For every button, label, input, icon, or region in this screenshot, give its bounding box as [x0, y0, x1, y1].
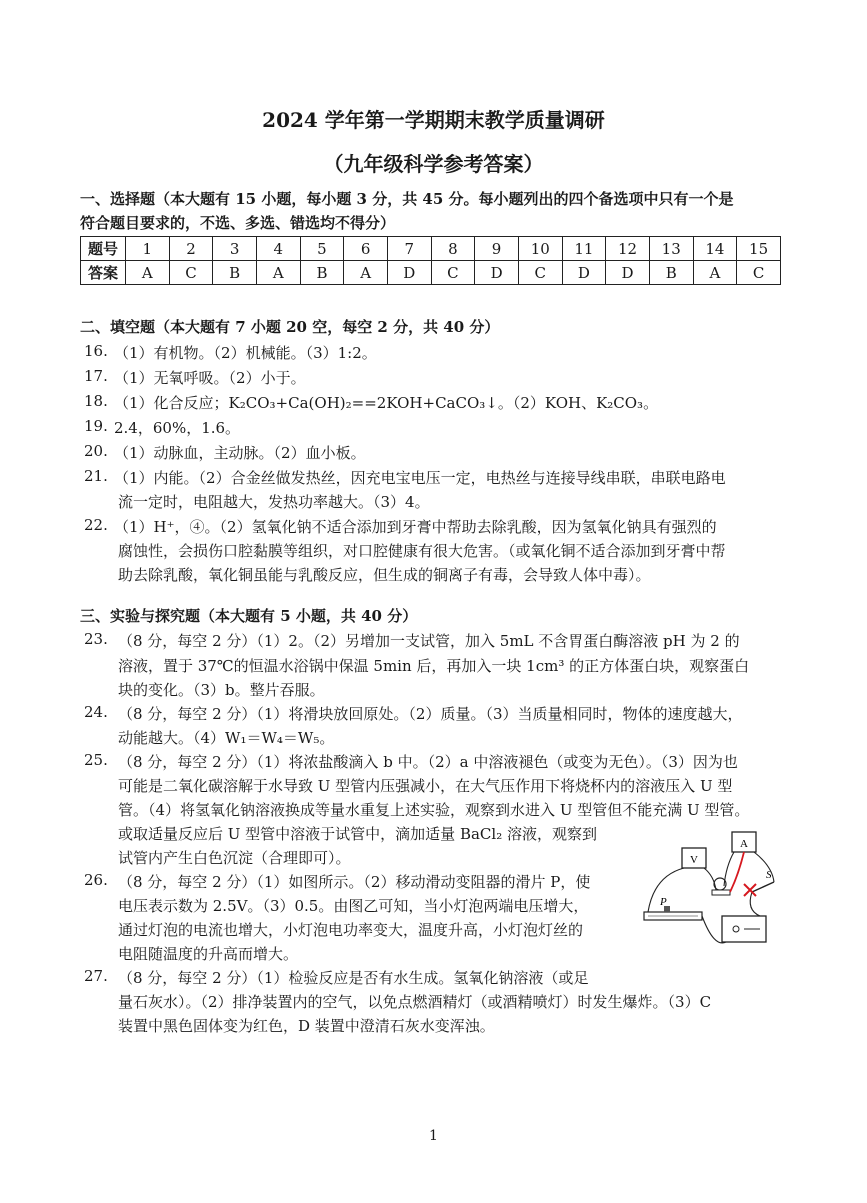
question-number: 24. — [84, 703, 108, 721]
table-cell: 4 — [256, 237, 300, 261]
answer-q22-line1: （1）H⁺，④。（2）氢氧化钠不适合添加到牙膏中帮助去除乳酸，因为氢氧化钠具有强烈的 — [114, 518, 717, 536]
voltmeter-label: V — [690, 854, 698, 866]
slider-label: P — [660, 896, 667, 908]
table-cell: 11 — [562, 237, 606, 261]
table-cell: A — [693, 261, 737, 285]
table-cell: 6 — [344, 237, 388, 261]
added-wire-red — [730, 852, 744, 892]
table-cell: C — [518, 261, 562, 285]
answer-q24-line2: 动能越大。（4）W₁＝W₄＝W₅。 — [118, 729, 335, 747]
answer-q19: 2.4，60%，1.6。 — [114, 419, 241, 437]
table-cell: 12 — [606, 237, 650, 261]
question-number: 23. — [84, 630, 108, 648]
answer-q20: （1）动脉血，主动脉。（2）血小板。 — [114, 444, 366, 462]
table-cell: 15 — [737, 237, 781, 261]
table-header-number: 题号 — [81, 237, 126, 261]
page-subtitle: （九年级科学参考答案） — [323, 152, 544, 176]
table-cell: B — [649, 261, 693, 285]
answer-q25-line2: 可能是二氧化碳溶解于水导致 U 型管内压强减小，在大气压作用下将烧杯内的溶液压入 U 型 — [118, 777, 733, 795]
answer-q26-line4: 电阻随温度的升高而增大。 — [118, 945, 299, 963]
table-cell: C — [169, 261, 213, 285]
table-cell: 14 — [693, 237, 737, 261]
ammeter-label: A — [740, 838, 748, 850]
answer-q25-line4: 或取适量反应后 U 型管中溶液于试管中，滴加适量 BaCl₂ 溶液，观察到 — [118, 825, 597, 843]
answer-q17: （1）无氧呼吸。（2）小于。 — [114, 369, 306, 387]
answer-table — [80, 236, 781, 285]
answer-q24-line1: （8 分，每空 2 分）（1）将滑块放回原处。（2）质量。（3）当质量相同时，物体的速度越大， — [118, 705, 743, 723]
answer-q25-line1: （8 分，每空 2 分）（1）将浓盐酸滴入 b 中。（2）a 中溶液褪色（或变为无色）。（3）因为也 — [118, 753, 738, 771]
answer-q26-line3: 通过灯泡的电流也增大，小灯泡电功率变大，温度升高，小灯泡灯丝的 — [118, 921, 584, 939]
table-cell: C — [431, 261, 475, 285]
table-cell: A — [344, 261, 388, 285]
answer-q21-line1: （1）内能。（2）合金丝做发热丝，因充电宝电压一定，电热丝与连接导线串联，串联电路电 — [114, 469, 726, 487]
answer-q26-line1: （8 分，每空 2 分）（1）如图所示。（2）移动滑动变阻器的滑片 P，使 — [118, 873, 591, 891]
table-cell: D — [475, 261, 519, 285]
question-number: 25. — [84, 751, 108, 769]
table-cell: B — [300, 261, 344, 285]
answer-q26-line2: 电压表示数为 2.5V。（3）0.5。由图乙可知，当小灯泡两端电压增大， — [118, 897, 589, 915]
question-number: 19. — [84, 417, 108, 435]
question-number: 26. — [84, 871, 108, 889]
table-cell: 10 — [518, 237, 562, 261]
table-cell: 3 — [213, 237, 257, 261]
answer-q27-line2: 量石灰水）。（2）排净装置内的空气，以免点燃酒精灯（或酒精喷灯）时发生爆炸。（3）C — [118, 993, 712, 1011]
answer-q23-line1: （8 分，每空 2 分）（1）2。（2）另增加一支试管，加入 5mL 不含胃蛋白酶溶液 pH 为 2 的 — [118, 632, 740, 650]
table-cell: A — [256, 261, 300, 285]
answer-q22-line3: 助去除乳酸，氧化铜虽能与乳酸反应，但生成的铜离子有毒，会导致人体中毒）。 — [118, 566, 651, 584]
answer-q27-line3: 装置中黑色固体变为红色，D 装置中澄清石灰水变浑浊。 — [118, 1017, 495, 1035]
answer-q21-line2: 流一定时，电阻越大，发热功率越大。（3）4。 — [118, 493, 430, 511]
answer-q16: （1）有机物。（2）机械能。（3）1:2。 — [114, 344, 377, 362]
table-cell: D — [606, 261, 650, 285]
answer-q27-line1: （8 分，每空 2 分）（1）检验反应是否有水生成。氢氧化钠溶液（或足 — [118, 969, 589, 987]
section3-heading: 三、实验与探究题（本大题有 5 小题，共 40 分） — [80, 607, 418, 625]
page-number: 1 — [429, 1128, 438, 1144]
table-cell: D — [387, 261, 431, 285]
table-header-answer: 答案 — [81, 261, 126, 285]
answer-table-row-numbers — [81, 237, 781, 261]
answer-q22-line2: 腐蚀性，会损伤口腔黏膜等组织，对口腔健康有很大危害。（或氧化铜不适合添加到牙膏中帮 — [118, 542, 726, 560]
question-number: 16. — [84, 342, 108, 360]
section1-heading-line2: 符合题目要求的，不选、多选、错选均不得分） — [80, 214, 396, 232]
table-cell: 7 — [387, 237, 431, 261]
section1-heading-line1: 一、选择题（本大题有 15 小题，每小题 3 分，共 45 分。每小题列出的四个备选项中只有一个是 — [80, 190, 734, 208]
switch-label: S — [766, 869, 772, 881]
answer-q25-line3: 管。（4）将氢氧化钠溶液换成等量水重复上述实验，观察到水进入 U 型管但不能充满 U 型管。 — [118, 801, 750, 819]
table-cell: A — [126, 261, 170, 285]
table-cell: 1 — [126, 237, 170, 261]
answer-q18: （1）化合反应；K₂CO₃+Ca(OH)₂==2KOH+CaCO₃↓。（2）KOH、K₂CO₃。 — [114, 394, 659, 412]
question-number: 18. — [84, 392, 108, 410]
answer-table-row-answers — [81, 261, 781, 285]
answer-q23-line3: 块的变化。（3）b。整片吞服。 — [118, 681, 325, 699]
table-cell: B — [213, 261, 257, 285]
question-number: 27. — [84, 967, 108, 985]
table-cell: 8 — [431, 237, 475, 261]
question-number: 17. — [84, 367, 108, 385]
question-number: 20. — [84, 442, 108, 460]
circuit-diagram — [634, 826, 784, 954]
question-number: 21. — [84, 467, 108, 485]
question-number: 22. — [84, 516, 108, 534]
bulb-base — [712, 890, 730, 895]
answer-q25-line5: 试管内产生白色沉淀（合理即可）。 — [118, 849, 351, 867]
table-cell: 2 — [169, 237, 213, 261]
section2-heading: 二、填空题（本大题有 7 小题 20 空，每空 2 分，共 40 分） — [80, 318, 500, 336]
table-cell: 9 — [475, 237, 519, 261]
answer-q23-line2: 溶液，置于 37℃的恒温水浴锅中保温 5min 后，再加入一块 1cm³ 的正方体蛋白块，观察蛋白 — [118, 657, 750, 675]
page-title: 2024 学年第一学期期末教学质量调研 — [262, 108, 605, 132]
table-cell: 5 — [300, 237, 344, 261]
table-cell: D — [562, 261, 606, 285]
table-cell: C — [737, 261, 781, 285]
table-cell: 13 — [649, 237, 693, 261]
